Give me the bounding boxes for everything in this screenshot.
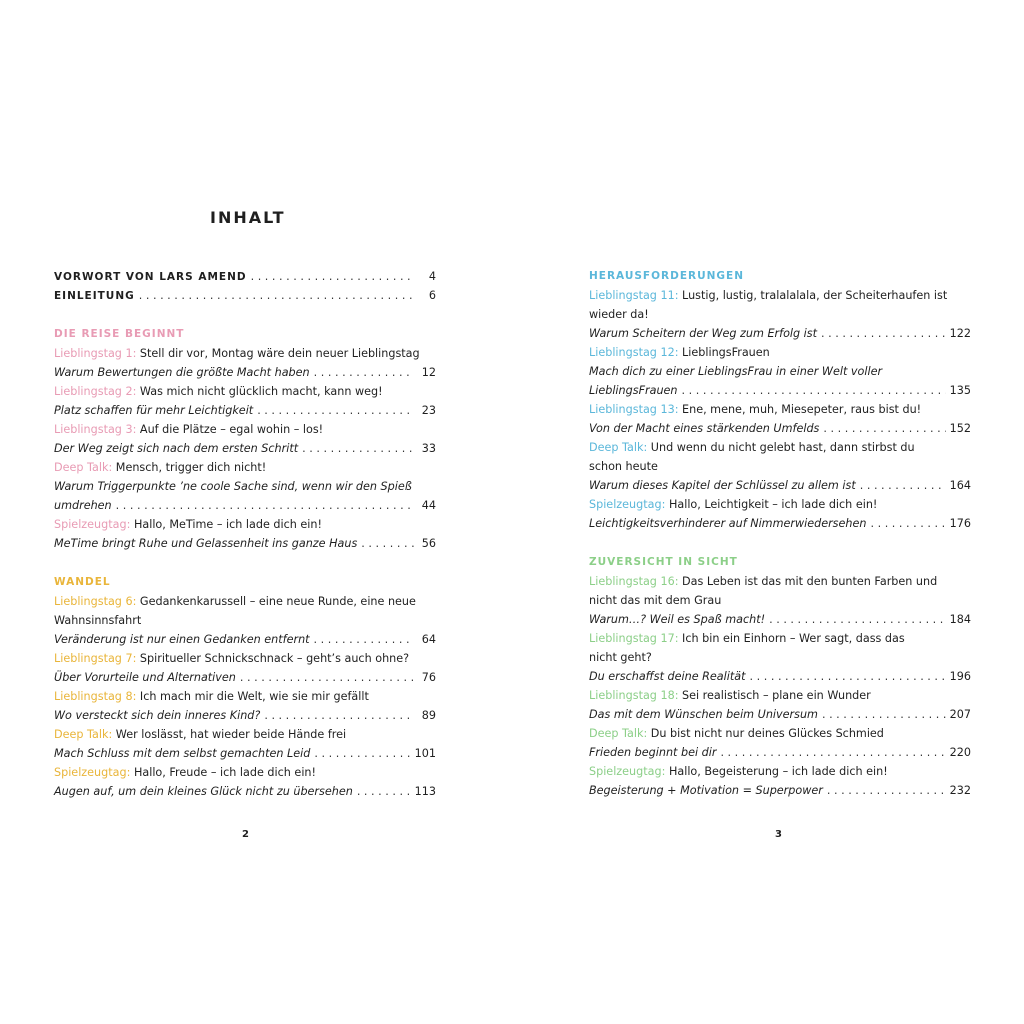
- entry-title: Du bist nicht nur deines Glückes Schmied: [650, 727, 884, 740]
- entry-label: Spielzeugtag:: [54, 766, 131, 779]
- entry-label: Spielzeugtag:: [54, 518, 131, 531]
- front-matter-title: VORWORT VON LARS AMEND: [54, 271, 247, 283]
- entry-subtitle: Leichtigkeitsverhinderer auf Nimmerwiedersehen: [589, 517, 867, 530]
- entry-title: Ich mach mir die Welt, wie sie mir gefällt: [139, 690, 369, 703]
- toc-entry[interactable]: [589, 705, 971, 724]
- page-ref: 6: [428, 289, 436, 302]
- toc-entry[interactable]: [589, 781, 971, 800]
- entry-subtitle: Veränderung ist nur einen Gedanken entfernt: [54, 633, 310, 646]
- dot-leader: [860, 476, 946, 495]
- entry-title-line: [54, 687, 436, 706]
- entry-title: Und wenn du nicht gelebt hast, dann stirbst du: [650, 441, 915, 454]
- dot-leader: [821, 324, 946, 343]
- dot-leader: [870, 514, 945, 533]
- dot-leader: [823, 419, 945, 438]
- entry-title-line: [54, 420, 436, 439]
- entry-title: Hallo, MeTime – ich lade dich ein!: [133, 518, 322, 531]
- page-title: INHALT: [210, 208, 286, 227]
- page-ref: 89: [421, 709, 436, 722]
- toc-entry[interactable]: [589, 324, 971, 343]
- toc-entry[interactable]: [589, 610, 971, 629]
- toc-entry[interactable]: [54, 630, 436, 649]
- entry-title-line: [589, 762, 971, 781]
- page-ref: 122: [949, 327, 971, 340]
- page-ref: 164: [949, 479, 971, 492]
- page-ref: 23: [421, 404, 436, 417]
- entry-subtitle: Das mit dem Wünschen beim Universum: [589, 708, 818, 721]
- entry-title: Auf die Plätze – egal wohin – los!: [139, 423, 324, 436]
- entry-title-line: [54, 458, 436, 477]
- entry-title-line: [589, 286, 971, 305]
- page-ref: 76: [421, 671, 436, 684]
- toc-entry[interactable]: [589, 743, 971, 762]
- entry-title-line: [589, 724, 971, 743]
- toc-entry-front[interactable]: [54, 267, 436, 286]
- page-ref: 135: [949, 384, 971, 397]
- entry-title: LieblingsFrauen: [682, 346, 770, 359]
- dot-leader: [682, 381, 946, 400]
- entry-subtitle: LieblingsFrauen: [589, 384, 678, 397]
- entry-subtitle: Warum Triggerpunkte ’ne coole Sache sind, wenn wir den Spieß: [54, 480, 412, 493]
- toc-entry[interactable]: [54, 439, 436, 458]
- entry-title-line: [54, 344, 436, 363]
- entry-label: Deep Talk:: [54, 728, 113, 741]
- entry-label: Lieblingstag 7:: [54, 652, 137, 665]
- entry-label: Lieblingstag 6:: [54, 595, 137, 608]
- dot-leader: [314, 744, 410, 763]
- toc-entry[interactable]: [589, 419, 971, 438]
- toc-entry[interactable]: [54, 496, 436, 515]
- entry-subtitle: Frieden beginnt bei dir: [589, 746, 717, 759]
- entry-label: Lieblingstag 8:: [54, 690, 137, 703]
- page-ref: 184: [949, 613, 971, 626]
- entry-subtitle: Warum Bewertungen die größte Macht haben: [54, 366, 310, 379]
- dot-leader: [264, 706, 414, 725]
- entry-title: Hallo, Freude – ich lade dich ein!: [133, 766, 317, 779]
- entry-label: Lieblingstag 13:: [589, 403, 679, 416]
- spacer: [54, 553, 436, 573]
- entry-title: Hallo, Leichtigkeit – ich lade dich ein!: [668, 498, 878, 511]
- entry-title: Das Leben ist das mit den bunten Farben und: [682, 575, 938, 588]
- entry-title: Sei realistisch – plane ein Wunder: [682, 689, 871, 702]
- page-ref: 232: [949, 784, 971, 797]
- dot-leader: [302, 439, 414, 458]
- entry-label: Lieblingstag 1:: [54, 347, 137, 360]
- dot-leader: [314, 630, 414, 649]
- entry-label: Lieblingstag 11:: [589, 289, 679, 302]
- page-ref: 33: [421, 442, 436, 455]
- entry-subtitle: Der Weg zeigt sich nach dem ersten Schritt: [54, 442, 299, 455]
- page-ref: 12: [421, 366, 436, 379]
- entry-title-line: [589, 495, 971, 514]
- dot-leader: [720, 743, 945, 762]
- entry-title-cont: Wahnsinnsfahrt: [54, 614, 142, 627]
- entry-subtitle: Über Vorurteile und Alternativen: [54, 671, 236, 684]
- entry-title: Was mich nicht glücklich macht, kann weg!: [139, 385, 383, 398]
- dot-leader: [357, 782, 411, 801]
- page-ref: 152: [949, 422, 971, 435]
- dot-leader: [822, 705, 946, 724]
- page-ref: 220: [949, 746, 971, 759]
- entry-title-line: [54, 382, 436, 401]
- page-ref: 207: [949, 708, 971, 721]
- entry-label: Deep Talk:: [54, 461, 113, 474]
- entry-label: Lieblingstag 18:: [589, 689, 679, 702]
- entry-subtitle: Platz schaffen für mehr Leichtigkeit: [54, 404, 254, 417]
- toc-entry[interactable]: [589, 381, 971, 400]
- entry-subtitle: Augen auf, um dein kleines Glück nicht zu übersehen: [54, 785, 353, 798]
- section-heading: HERAUSFORDERUNGEN: [589, 270, 744, 282]
- front-matter-title: EINLEITUNG: [54, 290, 135, 302]
- entry-label: Spielzeugtag:: [589, 765, 666, 778]
- entry-title-cont: schon heute: [589, 460, 658, 473]
- entry-subtitle: Begeisterung + Motivation = Superpower: [589, 784, 823, 797]
- entry-title: Hallo, Begeisterung – ich lade dich ein!: [668, 765, 888, 778]
- page-ref: 113: [414, 785, 436, 798]
- entry-label: Spielzeugtag:: [589, 498, 666, 511]
- entry-title: Lustig, lustig, tralalalala, der Scheiterhaufen ist: [682, 289, 948, 302]
- page-ref: 196: [949, 670, 971, 683]
- entry-title: Wer loslässt, hat wieder beide Hände frei: [115, 728, 347, 741]
- toc-entry[interactable]: [54, 782, 436, 801]
- page-ref: 56: [421, 537, 436, 550]
- dot-leader: [750, 667, 946, 686]
- entry-title-cont: nicht geht?: [589, 651, 652, 664]
- page-ref: 176: [949, 517, 971, 530]
- dot-leader: [240, 668, 414, 687]
- spacer: [54, 305, 436, 325]
- entry-label: Lieblingstag 2:: [54, 385, 137, 398]
- entry-title-line: [589, 343, 971, 362]
- toc-left-column: [54, 267, 436, 801]
- toc-entry[interactable]: [589, 514, 971, 533]
- entry-label: Deep Talk:: [589, 727, 648, 740]
- entry-label: Lieblingstag 17:: [589, 632, 679, 645]
- entry-title-line: [54, 592, 436, 611]
- spacer: [589, 533, 971, 553]
- page-ref: 4: [428, 270, 436, 283]
- dot-leader: [361, 534, 414, 553]
- entry-label: Lieblingstag 3:: [54, 423, 137, 436]
- entry-subtitle: Warum Scheitern der Weg zum Erfolg ist: [589, 327, 817, 340]
- page-number-left: 2: [242, 829, 249, 840]
- entry-title-line: [54, 649, 436, 668]
- dot-leader: [139, 286, 414, 305]
- page-ref: 44: [421, 499, 436, 512]
- entry-title-line: [589, 438, 971, 457]
- toc-entry[interactable]: [589, 667, 971, 686]
- toc-entry[interactable]: [54, 401, 436, 420]
- entry-title-line: [589, 686, 971, 705]
- toc-entry[interactable]: [54, 706, 436, 725]
- toc-entry[interactable]: [54, 744, 436, 763]
- entry-title-line: [54, 725, 436, 744]
- toc-entry[interactable]: [54, 363, 436, 382]
- entry-title-line: [54, 515, 436, 534]
- entry-title-cont: nicht das mit dem Grau: [589, 594, 722, 607]
- entry-title: Ene, mene, muh, Miesepeter, raus bist du!: [682, 403, 922, 416]
- entry-subtitle: umdrehen: [54, 499, 112, 512]
- toc-entry[interactable]: [54, 534, 436, 553]
- section-heading: WANDEL: [54, 576, 111, 588]
- page-number-right: 3: [775, 829, 782, 840]
- entry-subtitle: Warum…? Weil es Spaß macht!: [589, 613, 766, 626]
- entry-title: Stell dir vor, Montag wäre dein neuer Lieblingstag: [139, 347, 420, 360]
- entry-subtitle: Mach dich zu einer LieblingsFrau in einer Welt voller: [589, 365, 883, 378]
- toc-right-column: [589, 267, 971, 800]
- entry-title: Spiritueller Schnickschnack – geht’s auch ohne?: [139, 652, 410, 665]
- entry-title-line: [589, 572, 971, 591]
- dot-leader: [116, 496, 414, 515]
- toc-entry-front[interactable]: [54, 286, 436, 305]
- entry-title: Mensch, trigger dich nicht!: [115, 461, 267, 474]
- entry-title-cont: wieder da!: [589, 308, 649, 321]
- entry-label: Lieblingstag 16:: [589, 575, 679, 588]
- toc-entry[interactable]: [589, 476, 971, 495]
- dot-leader: [769, 610, 946, 629]
- dot-leader: [314, 363, 414, 382]
- entry-label: Lieblingstag 12:: [589, 346, 679, 359]
- entry-title-line: [589, 629, 971, 648]
- dot-leader: [827, 781, 946, 800]
- entry-title-line: [54, 763, 436, 782]
- entry-title: Ich bin ein Einhorn – Wer sagt, dass das: [682, 632, 905, 645]
- entry-label: Deep Talk:: [589, 441, 648, 454]
- section-heading: DIE REISE BEGINNT: [54, 328, 185, 340]
- dot-leader: [257, 401, 414, 420]
- entry-subtitle: Mach Schluss mit dem selbst gemachten Leid: [54, 747, 311, 760]
- section-heading: ZUVERSICHT IN SICHT: [589, 556, 738, 568]
- entry-subtitle: Von der Macht eines stärkenden Umfelds: [589, 422, 820, 435]
- dot-leader: [251, 267, 414, 286]
- entry-subtitle: MeTime bringt Ruhe und Gelassenheit ins ganze Haus: [54, 537, 358, 550]
- entry-title-line: [589, 400, 971, 419]
- page-ref: 64: [421, 633, 436, 646]
- entry-subtitle: Warum dieses Kapitel der Schlüssel zu allem ist: [589, 479, 856, 492]
- entry-title: Gedankenkarussell – eine neue Runde, eine neue: [139, 595, 416, 608]
- entry-subtitle: Du erschaffst deine Realität: [589, 670, 746, 683]
- page-ref: 101: [414, 747, 436, 760]
- toc-entry[interactable]: [54, 668, 436, 687]
- entry-subtitle: Wo versteckt sich dein inneres Kind?: [54, 709, 261, 722]
